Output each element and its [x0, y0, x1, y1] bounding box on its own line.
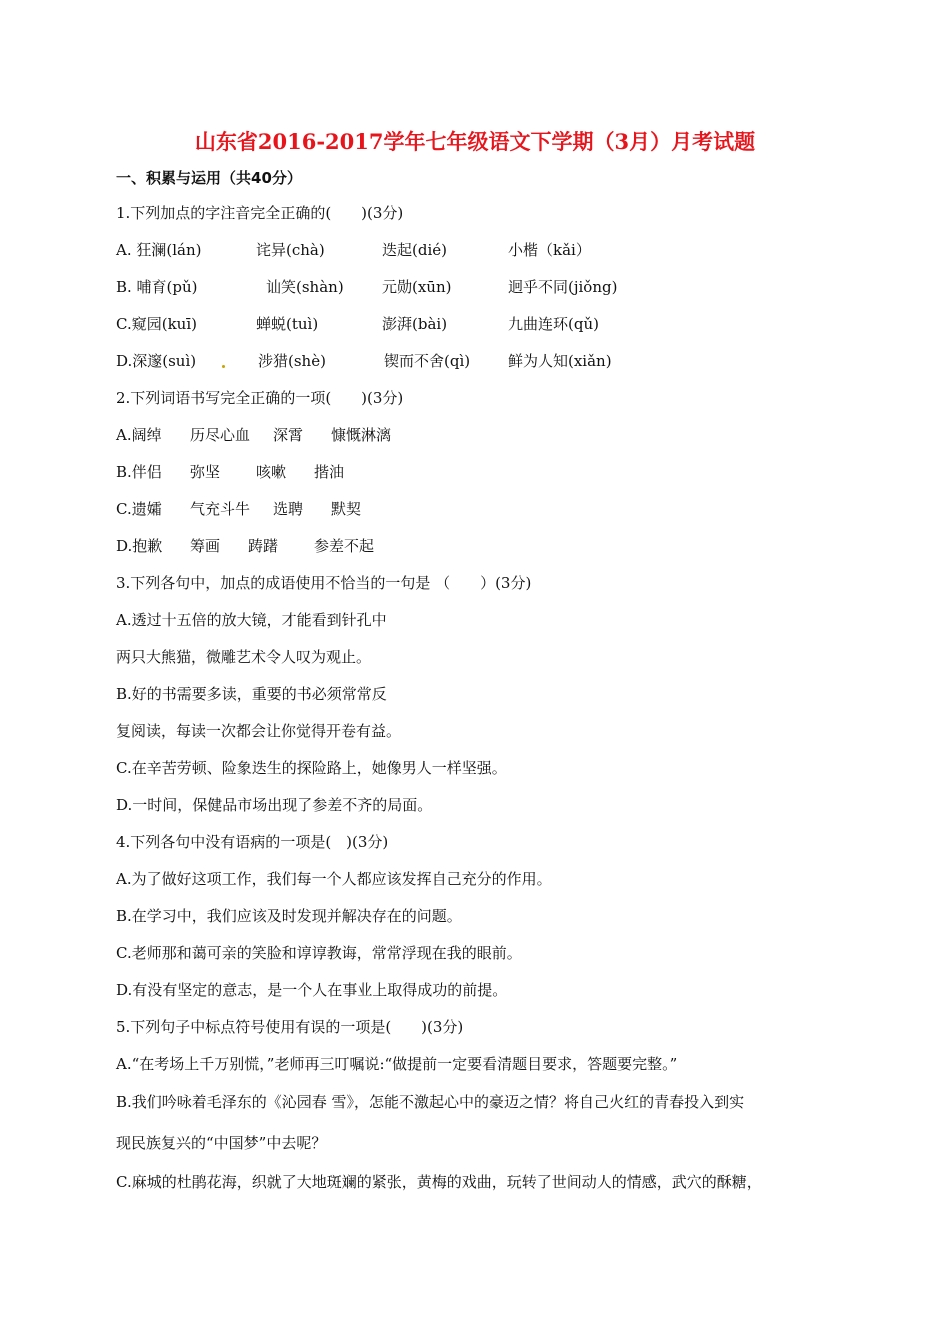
option-item: 锲而不舍(qì)	[384, 352, 471, 370]
option-item: 筹画	[190, 537, 221, 555]
question-3-line: 两只大熊猫，微雕艺术令人叹为观止。	[116, 648, 372, 666]
question-2-stem: 2.下列词语书写完全正确的一项( )(3分)	[116, 389, 404, 407]
option-item: 迭起(dié)	[382, 241, 447, 259]
question-3-line: C.在辛苦劳顿、险象迭生的探险路上，她像男人一样坚强。	[116, 759, 507, 777]
option-item: B. 哺育(pǔ)	[116, 278, 198, 296]
option-item: C.遗孀	[116, 500, 162, 518]
question-5-stem: 5.下列句子中标点符号使用有误的一项是( )(3分)	[116, 1018, 464, 1036]
section-heading: 一、积累与运用（共40分）	[116, 169, 302, 187]
option-item: A. 狂澜(lán)	[116, 241, 202, 259]
option-item: 深霄	[273, 426, 304, 444]
option-item: 踌躇	[248, 537, 279, 555]
option-item: D.深邃(suì)	[116, 352, 197, 370]
option-item: 九曲连环(qǔ)	[508, 315, 599, 333]
question-3-line: D.一时间，保健品市场出现了参差不齐的局面。	[116, 796, 433, 814]
question-5-line: 现民族复兴的“中国梦”中去呢？	[116, 1134, 327, 1152]
option-item: 参差不起	[314, 537, 375, 555]
option-item: 澎湃(bài)	[382, 315, 448, 333]
question-3-line: 复阅读，每读一次都会让你觉得开卷有益。	[116, 722, 402, 740]
question-3-stem: 3.下列各句中，加点的成语使用不恰当的一句是 （ ）(3分)	[116, 574, 532, 592]
option-item: 气充斗牛	[190, 500, 251, 518]
option-item: B.伴侣	[116, 463, 162, 481]
option-item: 选聘	[273, 500, 304, 518]
option-item: 揩油	[314, 463, 345, 481]
option-item: 讪笑(shàn)	[266, 278, 344, 296]
option-item: 蝉蜕(tuì)	[256, 315, 319, 333]
question-4-stem: 4.下列各句中没有语病的一项是( )(3分)	[116, 833, 389, 851]
option-item: C.窥园(kuī)	[116, 315, 197, 333]
question-4-line: A.为了做好这项工作，我们每一个人都应该发挥自己充分的作用。	[116, 870, 552, 888]
option-item: 小楷（kǎi）	[508, 241, 591, 259]
option-item: 咳嗽	[256, 463, 287, 481]
option-item: 弥坚	[190, 463, 221, 481]
option-item: 慷慨淋漓	[331, 426, 392, 444]
option-item: 元勋(xūn)	[382, 278, 452, 296]
option-item: 鲜为人知(xiǎn)	[508, 352, 612, 370]
question-3-line: A.透过十五倍的放大镜，才能看到针孔中	[116, 611, 387, 629]
question-4-line: B.在学习中，我们应该及时发现并解决存在的问题。	[116, 907, 462, 925]
option-item: A.阔绰	[116, 426, 162, 444]
question-4-line: C.老师那和蔼可亲的笑脸和谆谆教诲，常常浮现在我的眼前。	[116, 944, 522, 962]
question-5-line: A.“在考场上千万别慌，”老师再三叮嘱说:“做提前一定要看清题目要求，答题要完整。”	[116, 1055, 678, 1073]
question-3-line: B.好的书需要多读，重要的书必须常常反	[116, 685, 387, 703]
question-1-stem: 1.下列加点的字注音完全正确的( )(3分)	[116, 204, 404, 222]
option-item: 迥乎不同(jiǒng)	[508, 278, 618, 296]
option-item: 诧异(chà)	[256, 241, 325, 259]
question-5-line: B.我们吟咏着毛泽东的《沁园春 雪》，怎能不激起心中的豪迈之情？将自己火红的青春投入到实	[116, 1093, 745, 1111]
option-item: 涉猎(shè)	[258, 352, 326, 370]
stray-dot-mark	[222, 365, 225, 368]
question-4-line: D.有没有坚定的意志，是一个人在事业上取得成功的前提。	[116, 981, 508, 999]
option-item: 默契	[331, 500, 362, 518]
page-title: 山东省2016-2017学年七年级语文下学期（3月）月考试题	[194, 129, 756, 154]
option-item: D.抱歉	[116, 537, 163, 555]
option-item: 历尽心血	[190, 426, 251, 444]
question-5-line: C.麻城的杜鹃花海，织就了大地斑斓的紧张，黄梅的戏曲，玩转了世间动人的情感，武穴的酥糖，	[116, 1173, 762, 1191]
